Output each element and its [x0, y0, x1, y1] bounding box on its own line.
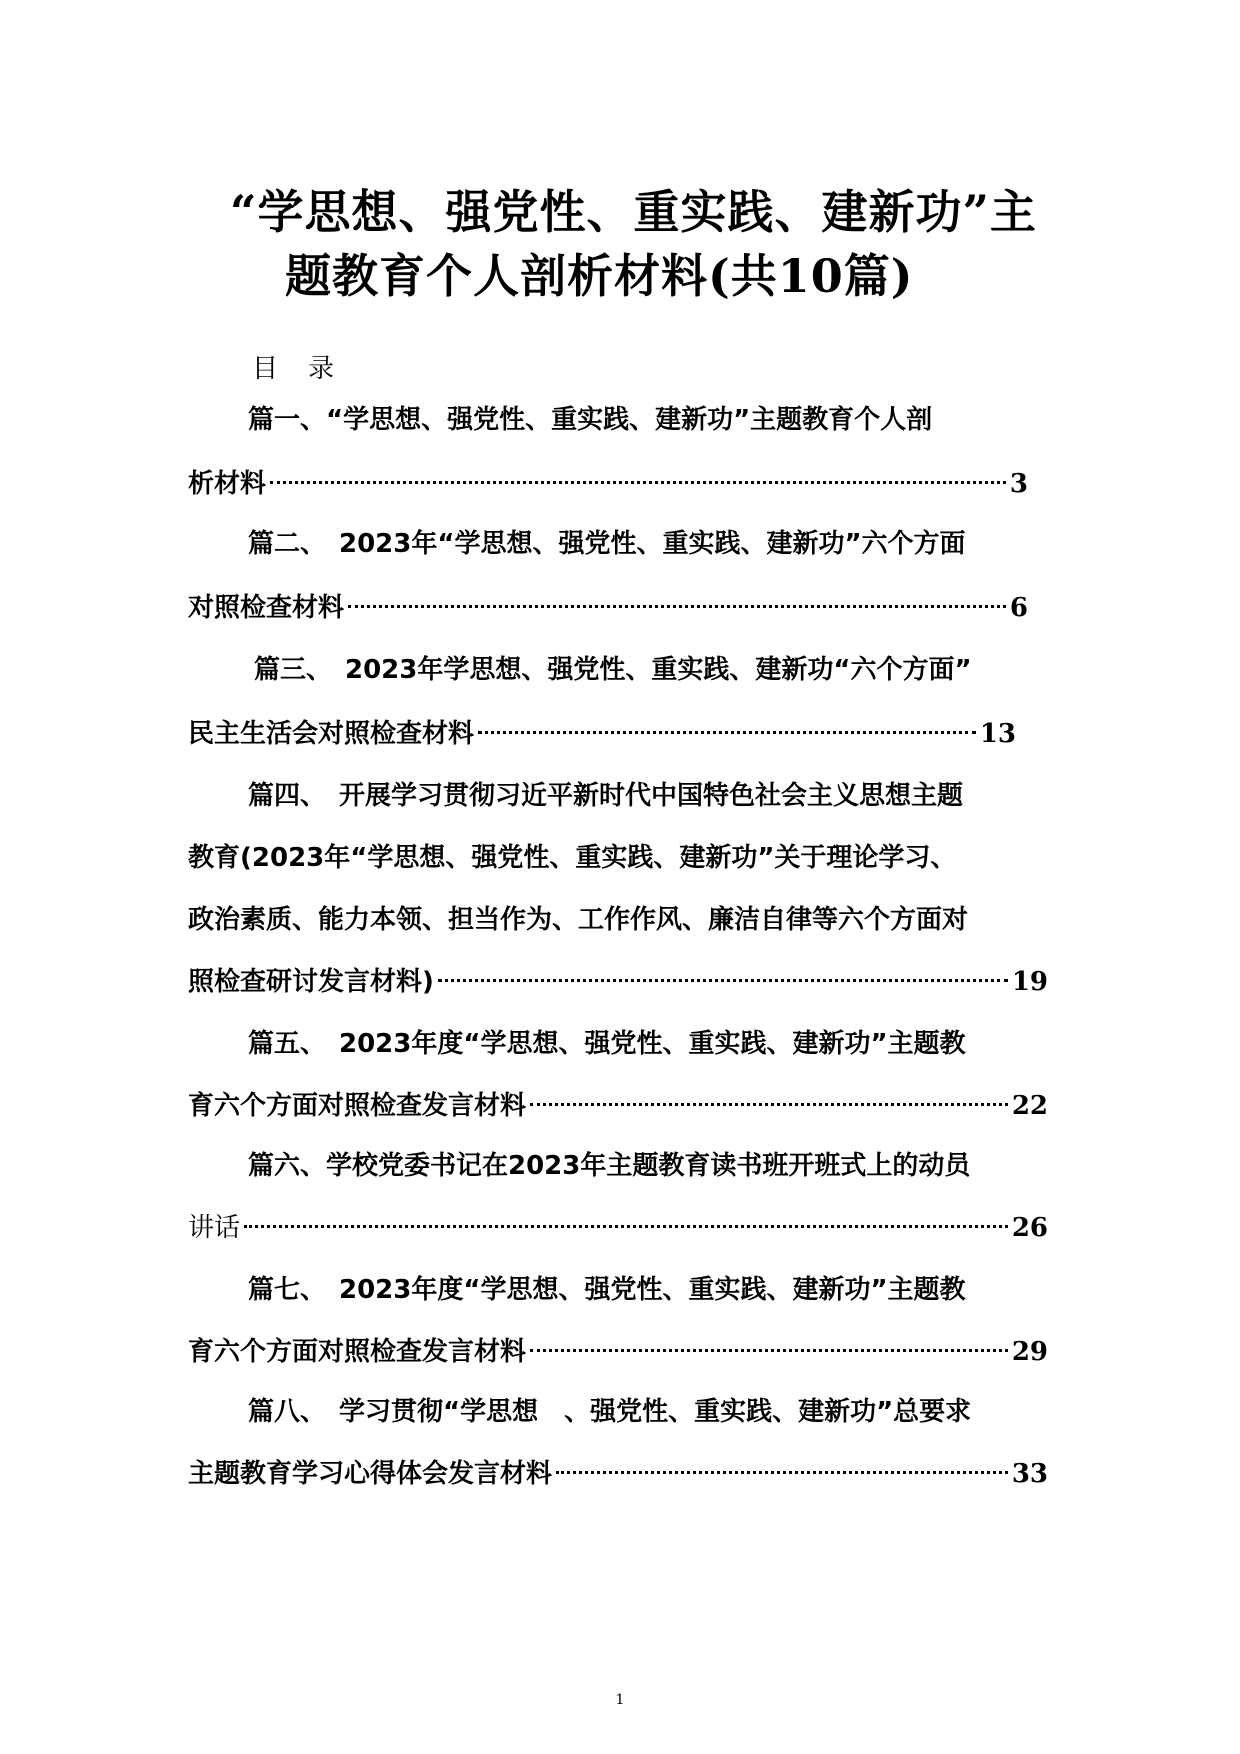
toc-entry-line: 篇六、学校党委书记在2023年主题教育读书班开班式上的动员	[248, 1151, 971, 1181]
toc-entry-link[interactable]	[188, 962, 1048, 1002]
toc-heading: 目录	[252, 354, 365, 384]
toc-entry-line: 篇五、 2023年度“学思想、强党性、重实践、建新功”主题教	[248, 1029, 966, 1059]
leader-dots	[244, 1225, 1008, 1228]
toc-entry-line: 篇七、 2023年度“学思想、强党性、重实践、建新功”主题教	[248, 1275, 966, 1305]
toc-entry-title: 主题教育学习心得体会发言材料	[188, 1459, 553, 1489]
toc-entry-line: 篇二、 2023年“学思想、强党性、重实践、建新功”六个方面	[248, 529, 966, 559]
toc-entry-link[interactable]	[188, 1454, 1048, 1494]
toc-entry-line: 篇四、 开展学习贯彻习近平新时代中国特色社会主义思想主题	[248, 781, 964, 811]
toc-page-number: 3	[1009, 469, 1028, 499]
toc-page-number: 33	[1011, 1459, 1048, 1489]
toc-entry-title: 育六个方面对照检查发言材料	[188, 1091, 527, 1121]
leader-dots	[556, 1471, 1008, 1474]
leader-dots	[270, 481, 1006, 484]
toc-entry-link[interactable]	[188, 714, 1016, 754]
toc-entry-title: 对照检查材料	[188, 593, 345, 623]
leader-dots	[438, 979, 1008, 982]
toc-page-number: 26	[1011, 1213, 1048, 1243]
toc-entry-line: 教育(2023年“学思想、强党性、重实践、建新功”关于理论学习、	[188, 843, 957, 873]
toc-entry-link[interactable]	[188, 1086, 1048, 1126]
toc-entry-line: 政治素质、能力本领、担当作为、工作作风、廉洁自律等六个方面对	[188, 905, 969, 935]
page-number: 1	[615, 1692, 625, 1708]
toc-entry-line: 篇一、“学思想、强党性、重实践、建新功”主题教育个人剖	[248, 405, 933, 435]
title-line-2: 题教育个人剖析材料(共10篇)	[285, 249, 914, 303]
toc-entry-line: 篇三、 2023年学思想、强党性、重实践、建新功“六个方面”	[254, 655, 972, 685]
toc-entry-title: 讲话	[188, 1213, 241, 1243]
toc-entry-title: 照检查研讨发言材料)	[188, 967, 434, 997]
toc-entry-title: 育六个方面对照检查发言材料	[188, 1337, 527, 1367]
toc-entry-title: 析材料	[188, 469, 267, 499]
toc-entry-link[interactable]	[188, 588, 1028, 628]
toc-entry-link[interactable]	[188, 1208, 1048, 1248]
leader-dots	[530, 1103, 1008, 1106]
toc-entry-line: 篇八、 学习贯彻“学思想 、强党性、重实践、建新功”总要求	[248, 1397, 972, 1427]
toc-page-number: 6	[1009, 593, 1028, 623]
title-line-1: “学思想、强党性、重实践、建新功”主	[230, 185, 1037, 239]
toc-entry-title: 民主生活会对照检查材料	[188, 719, 475, 749]
toc-page-number: 19	[1011, 967, 1048, 997]
toc-entry-link[interactable]	[188, 1332, 1048, 1372]
toc-page-number: 13	[979, 719, 1016, 749]
leader-dots	[348, 605, 1006, 608]
toc-page-number: 22	[1011, 1091, 1048, 1121]
toc-entry-link[interactable]	[188, 464, 1028, 504]
leader-dots	[530, 1349, 1008, 1352]
leader-dots	[478, 731, 976, 734]
toc-page-number: 29	[1011, 1337, 1048, 1367]
